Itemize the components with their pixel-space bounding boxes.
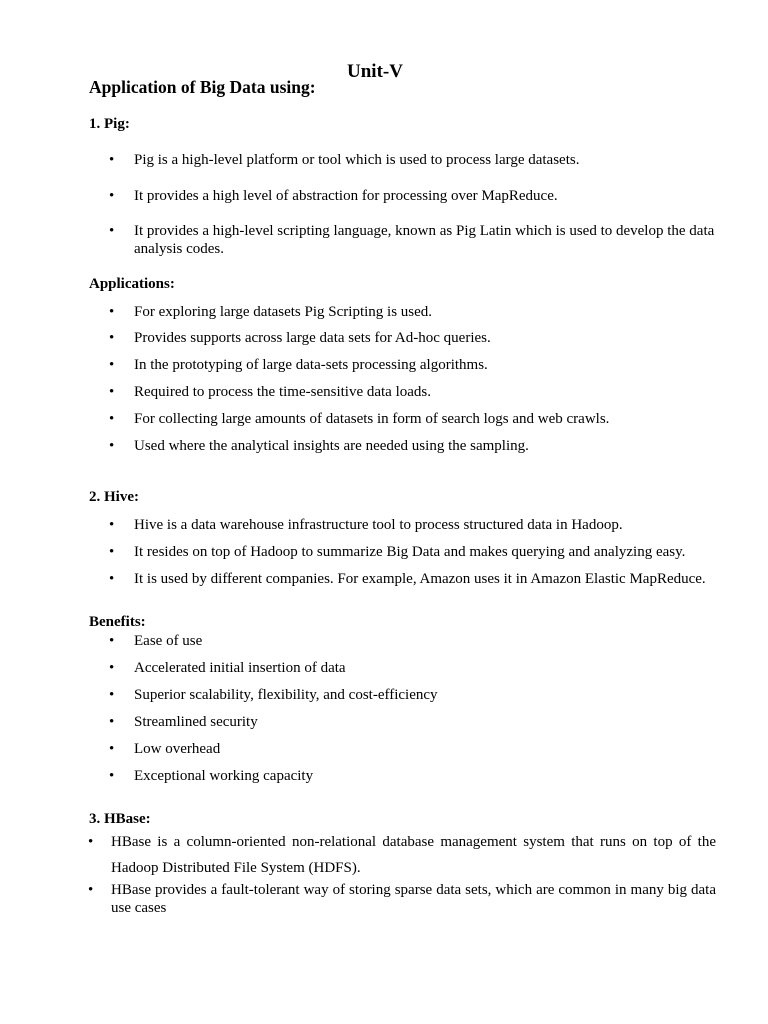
bullet-icon: • xyxy=(109,633,115,649)
pig-bullet-1 xyxy=(109,151,722,169)
benefit-item-6-text: Exceptional working capacity xyxy=(134,768,314,784)
bullet-icon: • xyxy=(109,304,115,320)
benefit-item-3 xyxy=(109,686,722,704)
pig-heading: 1. Pig: xyxy=(89,116,130,132)
hive-bullet-3-text: It is used by different companies. For example, Amazon uses it in Amazon Elastic MapReduce. xyxy=(134,571,706,587)
application-item-4 xyxy=(109,383,722,401)
bullet-icon: • xyxy=(109,152,115,168)
pig-bullet-1-text: Pig is a high-level platform or tool which is used to process large datasets. xyxy=(134,152,580,168)
bullet-icon: • xyxy=(109,223,115,239)
hbase-bullet-2 xyxy=(88,881,716,917)
hbase-bullet-2-text: HBase provides a fault-tolerant way of storing sparse data sets, which are common in many big data use cases xyxy=(111,882,716,916)
hive-bullet-1 xyxy=(109,516,722,534)
application-item-5-text: For collecting large amounts of datasets in form of search logs and web crawls. xyxy=(134,411,610,427)
bullet-icon: • xyxy=(109,768,115,784)
hbase-heading: 3. HBase: xyxy=(89,811,151,827)
hbase-bullet-1 xyxy=(88,829,716,881)
bullet-icon: • xyxy=(109,741,115,757)
benefit-item-4-text: Streamlined security xyxy=(134,714,258,730)
bullet-icon: • xyxy=(109,544,115,560)
benefits-heading: Benefits: xyxy=(89,614,146,630)
benefit-item-3-text: Superior scalability, flexibility, and cost-efficiency xyxy=(134,687,438,703)
benefit-item-2-text: Accelerated initial insertion of data xyxy=(134,660,346,676)
hive-bullet-3 xyxy=(109,570,722,588)
pig-bullet-2 xyxy=(109,187,722,205)
bullet-icon: • xyxy=(109,357,115,373)
application-item-6 xyxy=(109,437,722,455)
hbase-bullet-1-text: HBase is a column-oriented non-relational database management system that runs on top of the Hadoop Distributed File System (HDFS). xyxy=(111,834,716,876)
application-item-2-text: Provides supports across large data sets for Ad-hoc queries. xyxy=(134,330,491,346)
benefit-item-6 xyxy=(109,767,722,785)
application-item-1 xyxy=(109,303,722,321)
benefit-item-1 xyxy=(109,632,722,650)
bullet-icon: • xyxy=(109,687,115,703)
bullet-icon: • xyxy=(109,384,115,400)
hive-bullet-1-text: Hive is a data warehouse infrastructure tool to process structured data in Hadoop. xyxy=(134,517,623,533)
bullet-icon: • xyxy=(109,517,115,533)
application-item-4-text: Required to process the time-sensitive data loads. xyxy=(134,384,432,400)
unit-title: Unit-V xyxy=(347,61,403,82)
benefit-item-5 xyxy=(109,740,722,758)
benefit-item-2 xyxy=(109,659,722,677)
application-item-1-text: For exploring large datasets Pig Scripting is used. xyxy=(134,304,433,320)
application-item-3-text: In the prototyping of large data-sets processing algorithms. xyxy=(134,357,488,373)
bullet-icon: • xyxy=(109,571,115,587)
bullet-icon: • xyxy=(109,660,115,676)
benefit-item-5-text: Low overhead xyxy=(134,741,221,757)
bullet-icon: • xyxy=(109,330,115,346)
bullet-icon: • xyxy=(109,188,115,204)
main-heading: Application of Big Data using: xyxy=(89,77,316,97)
pig-bullet-3-text: It provides a high-level scripting language, known as Pig Latin which is used to develop the data analysis codes. xyxy=(134,223,715,257)
pig-bullet-2-text: It provides a high level of abstraction for processing over MapReduce. xyxy=(134,188,558,204)
bullet-icon: • xyxy=(88,882,94,898)
pig-bullet-3 xyxy=(109,222,722,258)
bullet-icon: • xyxy=(88,834,94,850)
application-item-2 xyxy=(109,329,722,347)
benefit-item-4 xyxy=(109,713,722,731)
benefit-item-1-text: Ease of use xyxy=(134,633,203,649)
bullet-icon: • xyxy=(109,714,115,730)
bullet-icon: • xyxy=(109,438,115,454)
application-item-6-text: Used where the analytical insights are needed using the sampling. xyxy=(134,438,529,454)
hive-bullet-2-text: It resides on top of Hadoop to summarize Big Data and makes querying and analyzing easy. xyxy=(134,544,686,560)
application-item-3 xyxy=(109,356,722,374)
application-item-5 xyxy=(109,410,722,428)
hive-heading: 2. Hive: xyxy=(89,489,139,505)
applications-heading: Applications: xyxy=(89,276,175,292)
bullet-icon: • xyxy=(109,411,115,427)
hive-bullet-2 xyxy=(109,543,722,561)
